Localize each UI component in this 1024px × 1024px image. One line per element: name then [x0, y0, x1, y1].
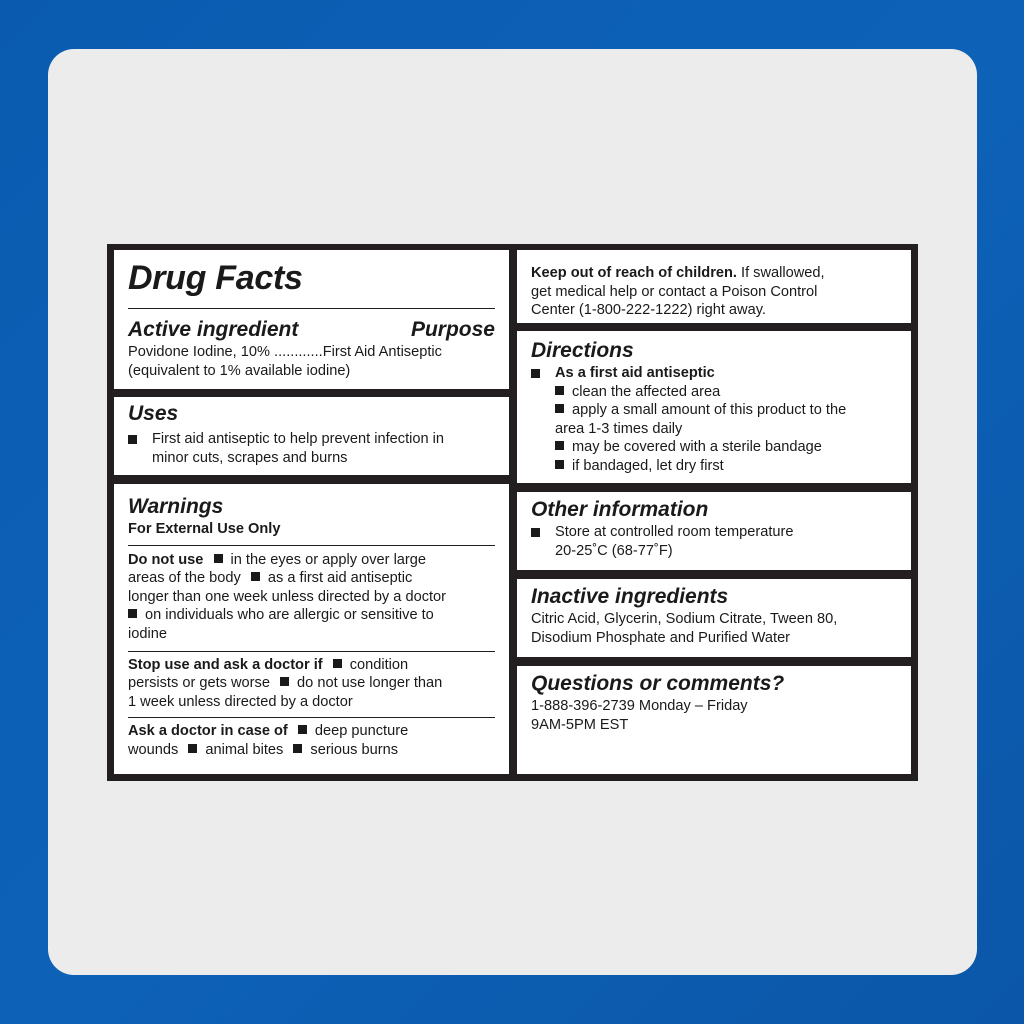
bullet-icon: [555, 441, 564, 450]
bullet-icon: [555, 404, 564, 413]
keep-out-line-1: If swallowed,: [736, 265, 825, 281]
drug-facts-title: Drug Facts: [128, 259, 303, 297]
bullet-icon: [298, 725, 307, 734]
keep-out-text: [531, 264, 897, 320]
do-not-use-4: longer than one week unless directed by a doctor: [128, 588, 447, 605]
bullet-icon: [531, 528, 540, 537]
do-not-use-2: areas of the body: [128, 570, 241, 587]
directions-heading: Directions: [531, 339, 634, 362]
questions-heading: Questions or comments?: [531, 672, 785, 695]
ask-doctor-2: wounds: [128, 741, 179, 758]
other-info-item: [531, 523, 897, 560]
directions-list: [531, 364, 897, 476]
active-ingredient-equivalent: (equivalent to 1% available iodine): [128, 362, 351, 379]
bullet-icon: [251, 572, 260, 581]
directions-sub-2a: apply a small amount of this product to the: [572, 402, 847, 419]
other-info-line-1: Store at controlled room temperature: [555, 524, 794, 540]
stop-use-1: condition: [349, 656, 409, 673]
stop-use-section: [128, 656, 495, 712]
bullet-icon: [555, 386, 564, 395]
ask-doctor-4: serious burns: [310, 741, 399, 758]
inactive-line-2: Disodium Phosphate and Purified Water: [531, 629, 791, 646]
stop-use-4: 1 week unless directed by a doctor: [128, 693, 353, 710]
keep-out-panel: [517, 250, 911, 323]
questions-line-1: 1-888-396-2739 Monday – Friday: [531, 698, 748, 714]
bullet-icon: [214, 554, 223, 563]
bullet-icon: [531, 369, 540, 378]
keep-out-line-3: Center (1-800-222-1222) right away.: [531, 302, 766, 319]
do-not-use-section: [128, 551, 495, 644]
do-not-use-label: Do not use: [128, 551, 204, 568]
title-rule: [128, 308, 495, 309]
directions-sub-3: may be covered with a sterile bandage: [572, 439, 822, 456]
directions-sub-1: clean the affected area: [572, 383, 721, 400]
warnings-heading: Warnings: [128, 495, 224, 518]
uses-line-2: minor cuts, scrapes and burns: [152, 449, 348, 466]
other-info-heading: Other information: [531, 498, 709, 521]
drug-facts-label: [107, 244, 918, 781]
drug-facts-header-panel: [114, 250, 509, 389]
bullet-icon: [128, 435, 137, 444]
inactive-panel: [517, 579, 911, 657]
bullet-icon: [333, 659, 342, 668]
warnings-panel: [114, 484, 509, 774]
do-not-use-6: iodine: [128, 625, 167, 642]
purpose-heading: Purpose: [410, 318, 495, 341]
uses-heading: Uses: [128, 402, 179, 425]
bullet-icon: [555, 460, 564, 469]
inactive-line-1: Citric Acid, Glycerin, Sodium Citrate, Tween 80,: [531, 611, 838, 627]
stop-use-3: do not use longer than: [297, 675, 443, 692]
inactive-heading: Inactive ingredients: [531, 585, 729, 608]
questions-panel: [517, 666, 911, 774]
keep-out-bold: Keep out of reach of children.: [531, 265, 737, 281]
warnings-rule-3: [128, 717, 495, 718]
other-info-panel: [517, 492, 911, 570]
do-not-use-3: as a first aid antiseptic: [267, 570, 413, 587]
ask-doctor-3: animal bites: [205, 741, 284, 758]
uses-item: [128, 430, 495, 467]
keep-out-line-2: get medical help or contact a Poison Control: [531, 283, 818, 300]
active-ingredient-header: [128, 317, 495, 343]
directions-sub-4: if bandaged, let dry first: [572, 457, 724, 474]
directions-sub-2b: area 1-3 times daily: [555, 420, 683, 437]
warnings-rule-2: [128, 651, 495, 652]
active-ingredient-heading: Active ingredient: [128, 318, 299, 341]
external-use-only: For External Use Only: [128, 521, 281, 537]
bullet-icon: [188, 744, 197, 753]
questions-line-2: 9AM-5PM EST: [531, 716, 629, 733]
directions-panel: [517, 331, 911, 483]
ask-doctor-section: [128, 722, 495, 759]
other-info-line-2: 20-25˚C (68-77˚F): [555, 542, 673, 559]
active-ingredient-line: Povidone Iodine, 10% ............First Aid Antiseptic: [128, 344, 442, 360]
bullet-icon: [293, 744, 302, 753]
directions-main-item: As a first aid antiseptic: [555, 365, 715, 381]
uses-panel: [114, 397, 509, 475]
do-not-use-5: on individuals who are allergic or sensitive to: [145, 607, 434, 624]
ask-doctor-label: Ask a doctor in case of: [128, 723, 288, 740]
bullet-icon: [128, 609, 137, 618]
ask-doctor-1: deep puncture: [314, 723, 409, 740]
bullet-icon: [280, 677, 289, 686]
stop-use-2: persists or gets worse: [128, 675, 270, 692]
warnings-rule-1: [128, 545, 495, 546]
stop-use-label: Stop use and ask a doctor if: [128, 656, 323, 673]
do-not-use-1: in the eyes or apply over large: [230, 551, 427, 568]
uses-line-1: First aid antiseptic to help prevent infection in: [152, 431, 445, 447]
